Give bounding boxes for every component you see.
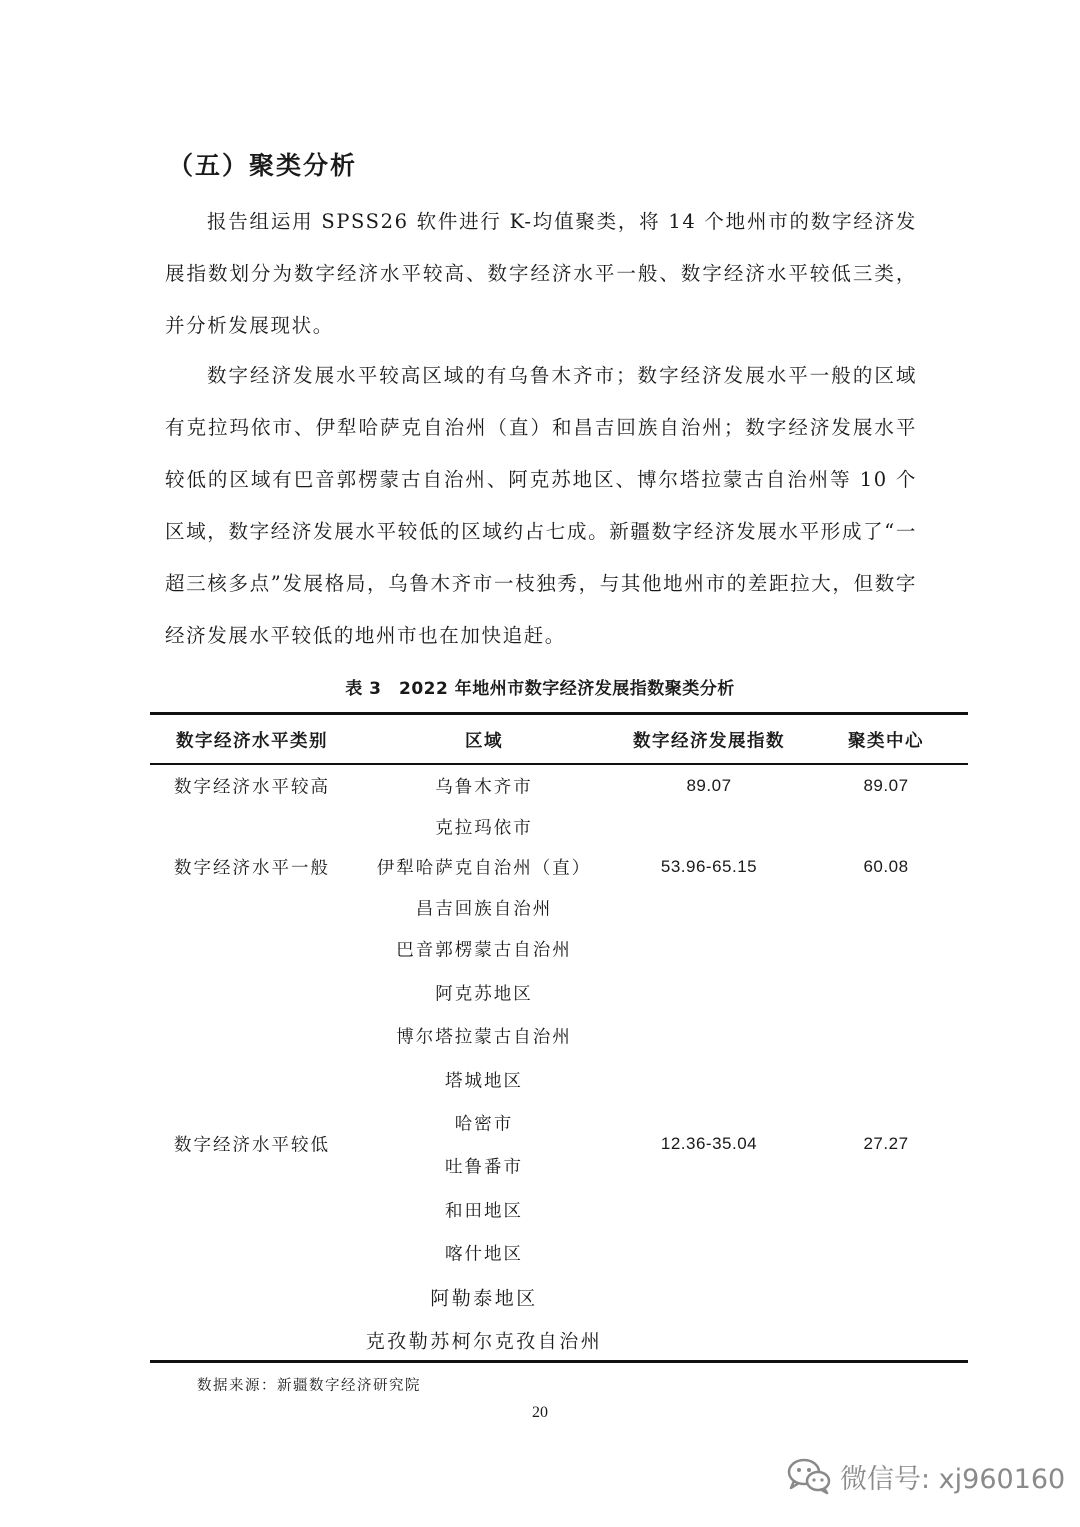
table-top-rule	[150, 712, 968, 715]
index-medium: 53.96-65.15	[660, 857, 758, 876]
center-medium: 60.08	[863, 857, 909, 876]
region-cell: 巴音郭楞蒙古自治州	[396, 940, 572, 961]
header-category: 数字经济水平类别	[176, 731, 328, 752]
region-cell: 哈密市	[454, 1114, 514, 1135]
header-index: 数字经济发展指数	[633, 731, 785, 752]
header-region: 区域	[465, 731, 503, 752]
table-header-rule	[150, 763, 968, 765]
header-cluster-center: 聚类中心	[848, 731, 924, 752]
region-cell: 吐鲁番市	[445, 1157, 523, 1178]
region-cell: 阿勒泰地区	[430, 1287, 538, 1310]
watermark-text: 微信号: xj960160	[840, 1463, 1066, 1495]
region-cell: 克拉玛依市	[435, 818, 533, 839]
category-low: 数字经济水平较低	[174, 1135, 330, 1156]
table-bottom-rule	[150, 1360, 968, 1363]
region-cell: 克孜勒苏柯尔克孜自治州	[365, 1330, 603, 1353]
paragraph-2: 数字经济发展水平较高区域的有乌鲁木齐市；数字经济发展水平一般的区域有克拉玛依市、伊犁哈萨克自治州（直）和昌吉回族自治州；数字经济发展水平较低的区域有巴音郭楞蒙古自治州、阿克苏地区、博尔塔拉蒙古自治州等 10 个区域，数字经济发展水平较低的区域约占七成。新疆数字经济发展水平形成了“一超三核多点”发展格局，乌鲁木齐市一枝独秀，与其他地州市的差距拉大，但数字经济发展水平较低的地州市也在加快追赶。	[165, 364, 917, 647]
category-high: 数字经济水平较高	[174, 777, 330, 798]
index-low: 12.36-35.04	[660, 1134, 758, 1153]
section-heading: （五）聚类分析	[168, 151, 358, 180]
paragraph-1: 报告组运用 SPSS26 软件进行 K-均值聚类，将 14 个地州市的数字经济发展指数划分为数字经济水平较高、数字经济水平一般、数字经济水平较低三类，并分析发展现状。	[165, 210, 917, 337]
region-cell: 塔城地区	[445, 1071, 523, 1092]
data-source-note: 数据来源：新疆数字经济研究院	[197, 1378, 421, 1394]
region-cell: 阿克苏地区	[435, 984, 533, 1005]
region-cell: 和田地区	[445, 1201, 523, 1222]
region-cell: 伊犁哈萨克自治州（直）	[376, 858, 592, 879]
center-high: 89.07	[863, 776, 909, 795]
region-cell: 昌吉回族自治州	[415, 899, 553, 920]
wechat-icon	[786, 1456, 832, 1496]
wechat-watermark	[786, 1456, 1065, 1496]
region-cell: 乌鲁木齐市	[435, 777, 533, 798]
page-number: 20	[532, 1404, 548, 1421]
region-cell: 博尔塔拉蒙古自治州	[396, 1027, 572, 1048]
category-medium: 数字经济水平一般	[174, 858, 330, 879]
center-low: 27.27	[863, 1134, 909, 1153]
region-cell: 喀什地区	[445, 1244, 523, 1265]
index-high: 89.07	[686, 776, 732, 795]
table-caption: 表 3 2022 年地州市数字经济发展指数聚类分析	[345, 679, 735, 699]
